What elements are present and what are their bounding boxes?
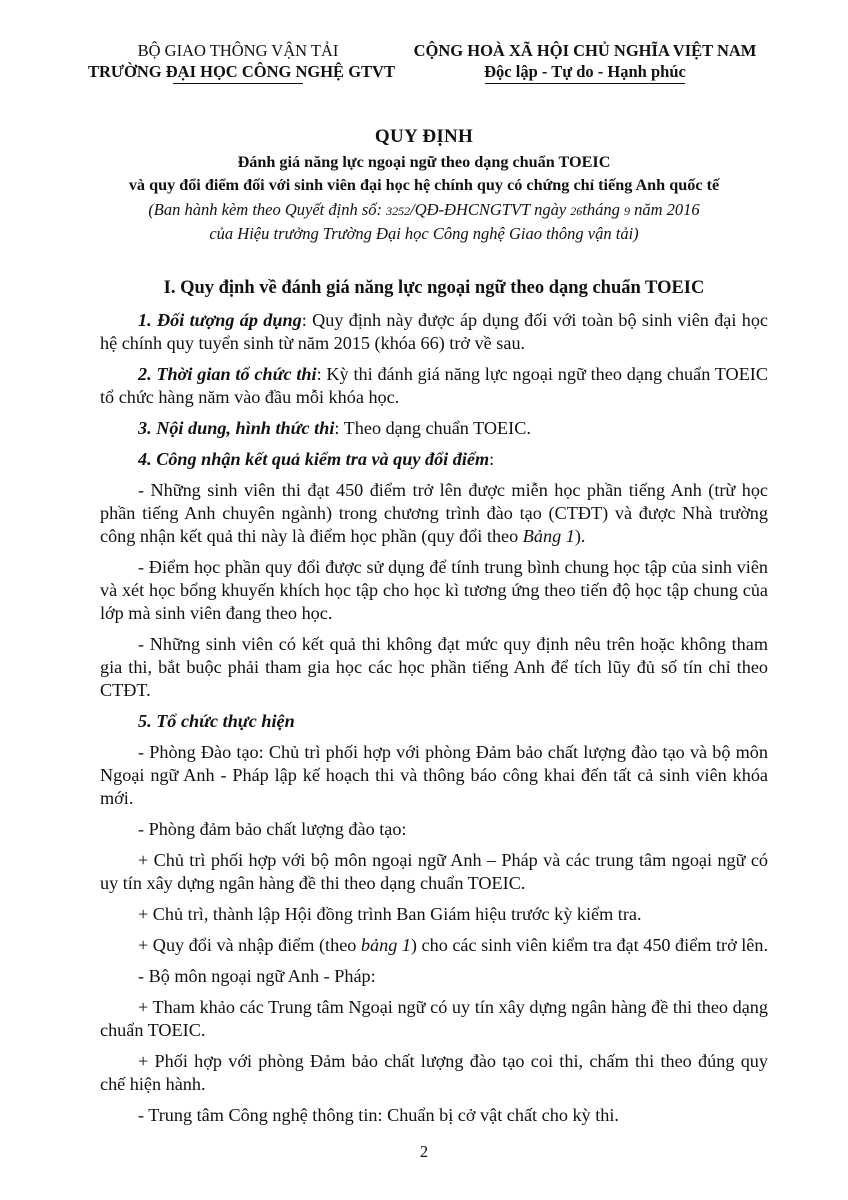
impl-5-table-ref: bảng 1 — [360, 935, 411, 955]
decision-number: 3252 — [386, 204, 411, 218]
issuance-text-c: tháng — [582, 200, 624, 219]
republic-name: CỘNG HOÀ XÃ HỘI CHỦ NGHĨA VIỆT NAM — [413, 41, 757, 60]
motto-underline — [485, 83, 685, 84]
impl-5-text-b: ) cho các sinh viên kiểm tra đạt 450 điểm trở lên. — [410, 935, 769, 955]
national-motto: Độc lập - Tự do - Hạnh phúc — [484, 62, 686, 81]
impl-5-text-a: + Quy đổi và nhập điểm (theo — [138, 935, 361, 955]
document-body — [100, 276, 768, 1135]
school-name: TRƯỜNG ĐẠI HỌC CÔNG NGHỆ GTVT — [88, 62, 395, 81]
issuance-day: 26 — [570, 204, 583, 218]
paragraph-impl-7: + Tham khảo các Trung tâm Ngoại ngữ có uy tín xây dựng ngân hàng đề thi theo dạng chuẩn TOEIC. — [100, 997, 768, 1040]
schedule-label: 2. Thời gian tổ chức thi — [138, 364, 317, 384]
document-title: QUY ĐỊNH — [374, 126, 474, 147]
paragraph-impl-5 — [100, 934, 768, 957]
issuance-text-d: năm 2016 — [630, 200, 700, 219]
issuance-month: 9 — [624, 204, 630, 218]
paragraph-impl-2: - Phòng đảm bảo chất lượng đào tạo: — [138, 819, 407, 839]
page-number: 2 — [419, 1142, 429, 1161]
paragraph-recognition-1 — [100, 479, 768, 548]
recognition-colon: : — [489, 449, 495, 469]
national-header — [405, 40, 765, 84]
table-reference: Bảng 1 — [522, 526, 575, 546]
format-text: : Theo dạng chuẩn TOEIC. — [334, 418, 531, 438]
paragraph-implementation-heading — [100, 710, 768, 733]
issuance-text-a: (Ban hành kèm theo Quyết định số: — [148, 200, 387, 219]
format-label: 3. Nội dung, hình thức thi — [138, 418, 335, 438]
scope-label: 1. Đối tượng áp dụng — [138, 310, 302, 330]
paragraph-format — [100, 417, 768, 440]
document-subtitle-2: và quy đổi điểm đối với sinh viên đại học hệ chính quy có chứng chỉ tiếng Anh quốc tế — [128, 176, 720, 194]
issuer-underline — [173, 83, 303, 84]
document-subtitle-1: Đánh giá năng lực ngoại ngữ theo dạng chuẩn TOEIC — [237, 153, 611, 171]
issuer-block — [88, 40, 395, 84]
issuance-note-line2: của Hiệu trưởng Trường Đại học Công nghệ Giao thông vận tải) — [209, 224, 639, 243]
paragraph-impl-1: - Phòng Đào tạo: Chủ trì phối hợp với phòng Đảm bảo chất lượng đào tạo và bộ môn Ngoại ngữ Anh - Pháp lập kế hoạch thi và thông báo công khai đến tất cả sinh viên khóa mới. — [100, 742, 768, 808]
paragraph-impl-9: - Trung tâm Công nghệ thông tin: Chuẩn bị cở vật chất cho kỳ thi. — [138, 1105, 619, 1125]
implementation-label: 5. Tổ chức thực hiện — [138, 711, 295, 731]
paragraph-recognition-3: - Những sinh viên có kết quả thi không đạt mức quy định nêu trên hoặc không tham gia thi, bắt buộc phải tham gia học các học phần tiếng Anh để tích lũy đủ số tín chỉ theo CTĐT. — [100, 634, 768, 700]
recognition-text-1a: - Những sinh viên thi đạt 450 điểm trở lên được miễn học phần tiếng Anh (trừ học phần tiếng Anh chuyên ngành) trong chương trình đào tạo (CTĐT) và được Nhà trường công nhận kết quả thi này là điểm học phần (quy đổi theo — [100, 480, 768, 546]
paragraph-impl-3: + Chủ trì phối hợp với bộ môn ngoại ngữ Anh – Pháp và các trung tâm ngoại ngữ có uy tín xây dựng ngân hàng đề thi theo dạng chuẩn TOEIC. — [100, 850, 768, 893]
section-heading: I. Quy định về đánh giá năng lực ngoại ngữ theo dạng chuẩn TOEIC — [163, 278, 705, 298]
paragraph-impl-4: + Chủ trì, thành lập Hội đồng trình Ban Giám hiệu trước kỳ kiểm tra. — [138, 904, 642, 924]
paragraph-schedule — [100, 363, 768, 409]
paragraph-impl-6: - Bộ môn ngoại ngữ Anh - Pháp: — [138, 966, 376, 986]
schedule-text: : Kỳ thi đánh giá năng lực ngoại ngữ theo dạng chuẩn TOEIC tổ chức hàng năm vào đầu mỗi khóa học. — [100, 364, 768, 407]
paragraph-scope — [100, 309, 768, 355]
recognition-label: 4. Công nhận kết quả kiểm tra và quy đổi điểm — [138, 449, 490, 469]
paragraph-impl-8: + Phối hợp với phòng Đảm bảo chất lượng đào tạo coi thi, chấm thi theo đúng quy chế hiện hành. — [100, 1051, 768, 1094]
recognition-text-1b: ). — [574, 526, 586, 546]
paragraph-recognition-2: - Điểm học phần quy đổi được sử dụng để tính trung bình chung học tập của sinh viên và xét học bổng khuyến khích học tập cho học kì tương ứng theo tiến độ học tập chung của lớp mà sinh viên đang theo học. — [100, 557, 768, 623]
issuance-text-b: /QĐ-ĐHCNGTVT ngày — [410, 200, 571, 219]
ministry-name: BỘ GIAO THÔNG VẬN TẢI — [137, 41, 339, 60]
paragraph-recognition-heading — [100, 448, 768, 471]
issuance-note — [0, 200, 848, 220]
scope-text: : Quy định này được áp dụng đối với toàn bộ sinh viên đại học hệ chính quy tuyển sinh từ năm 2015 (khóa 66) trở về sau. — [100, 310, 768, 353]
